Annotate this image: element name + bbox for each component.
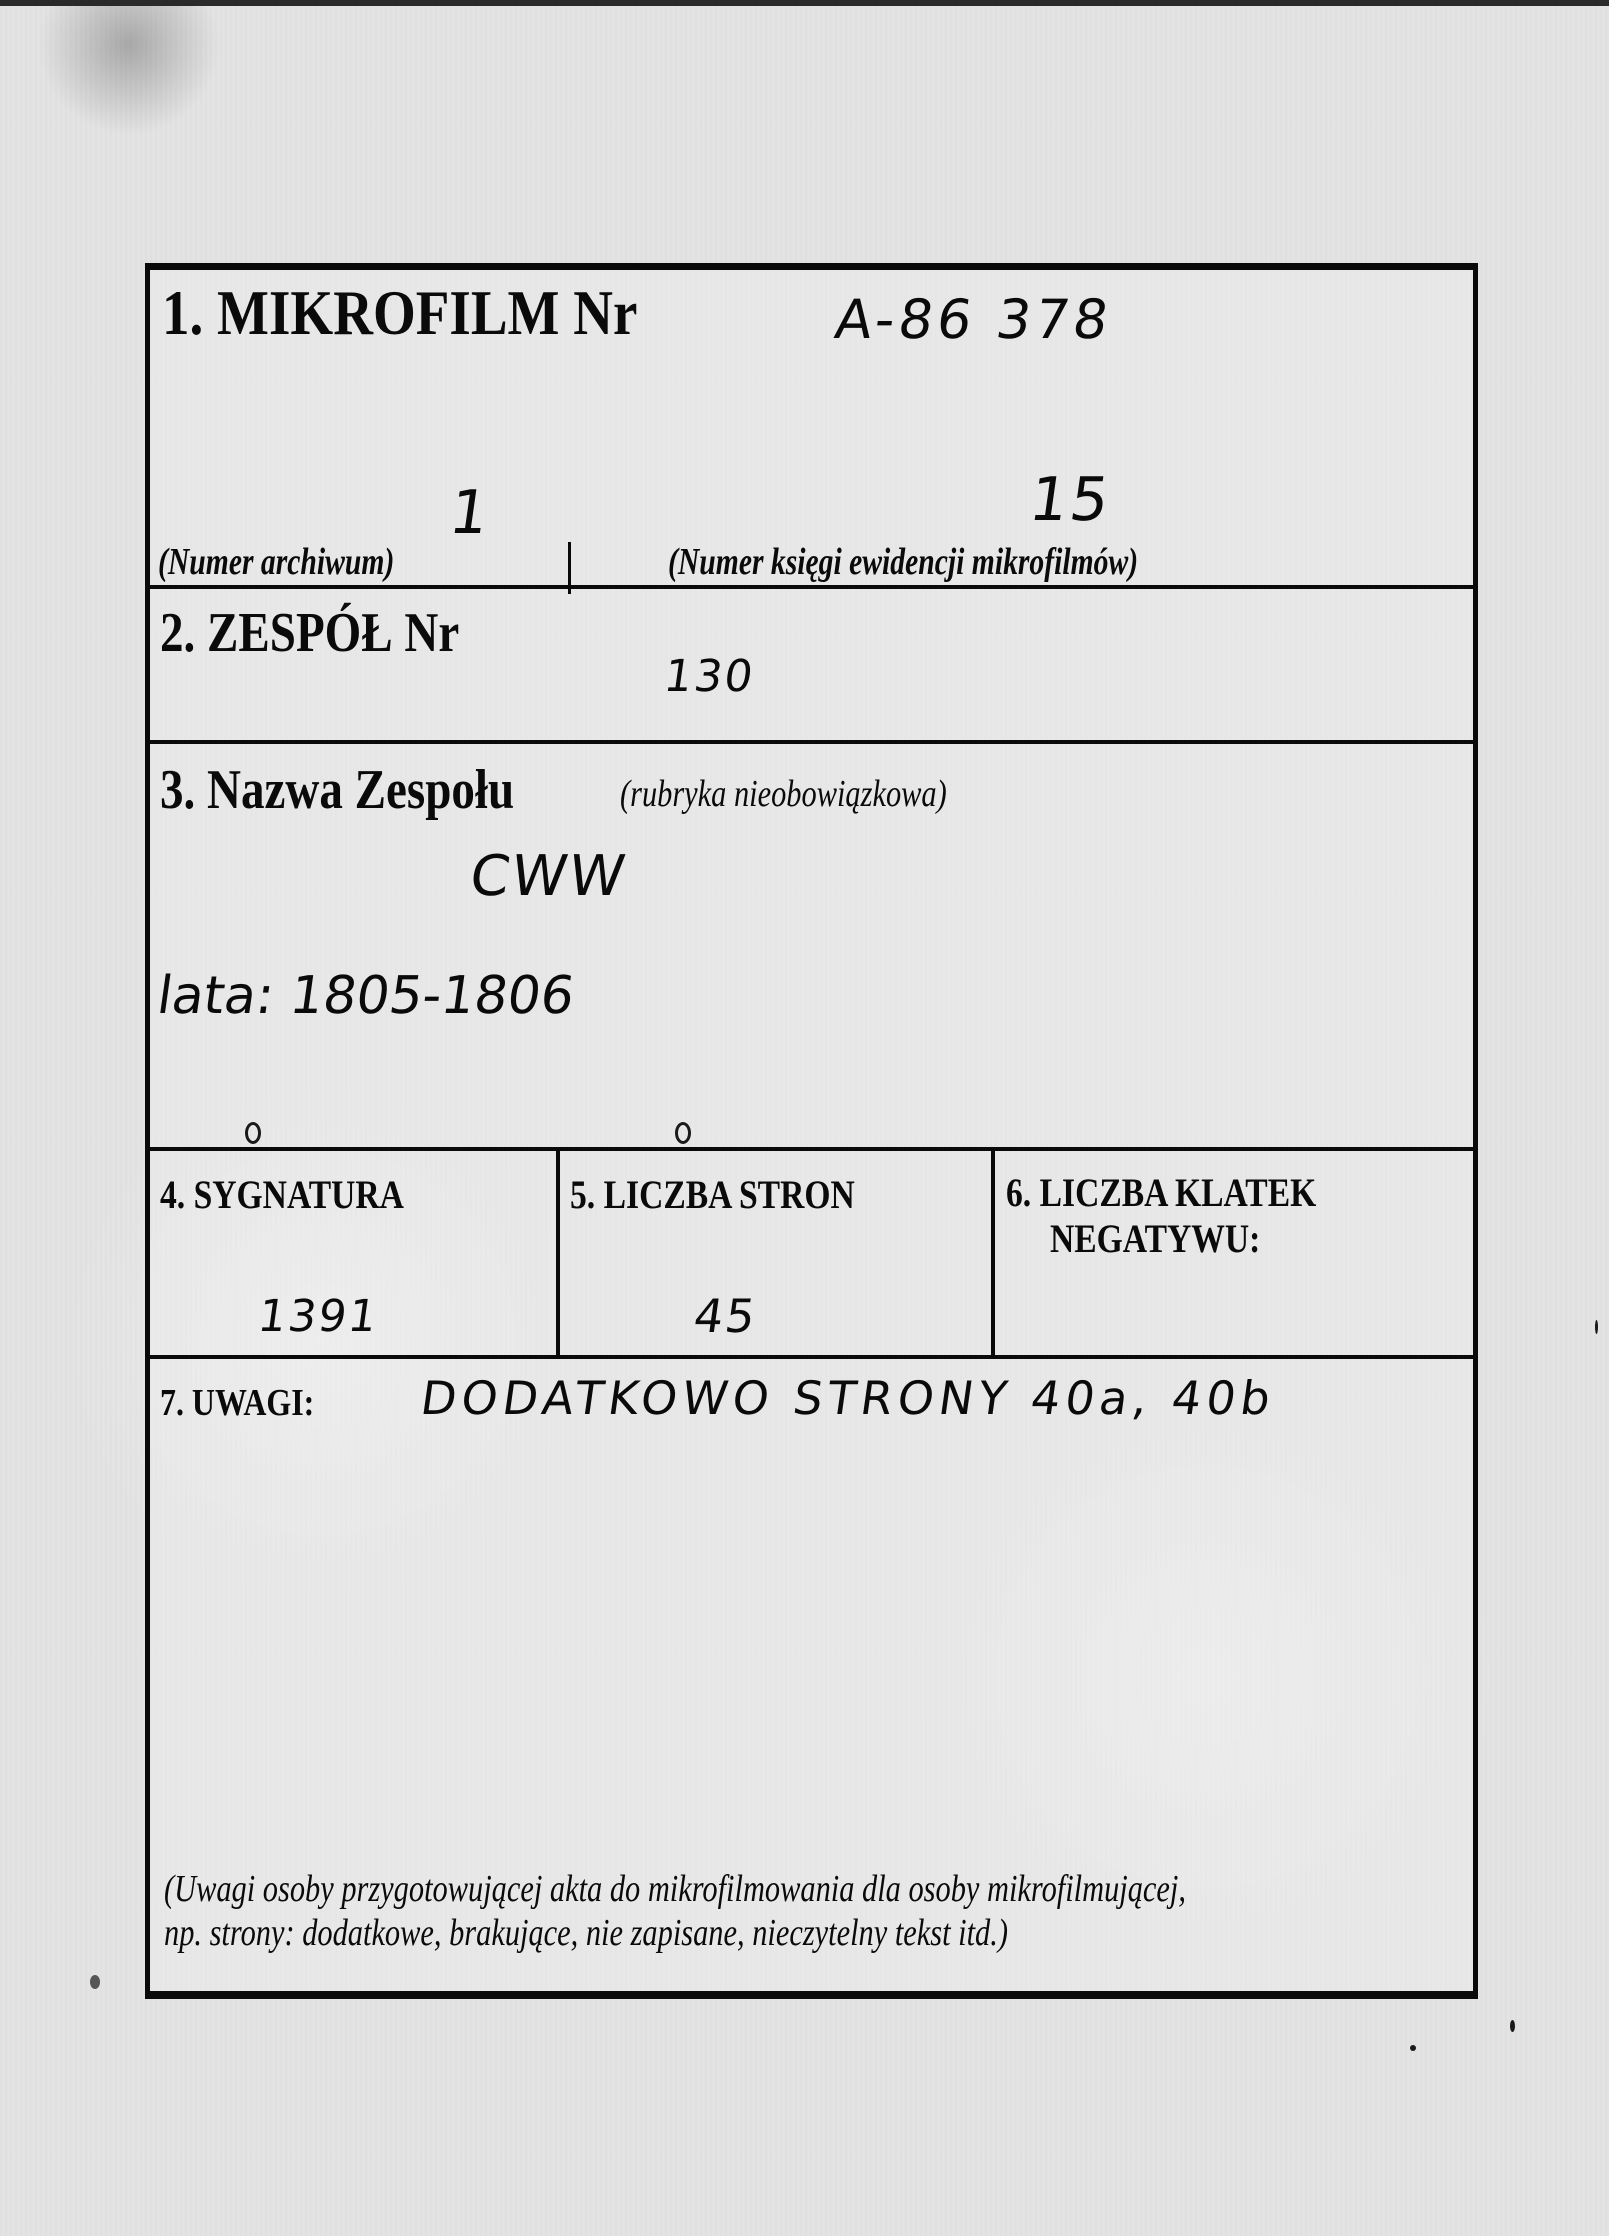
archive-number-label: (Numer archiwum) <box>158 541 395 583</box>
section-microfilm-number <box>150 270 1473 589</box>
scan-speck <box>1510 2020 1515 2032</box>
section-fond-name <box>150 744 1473 1151</box>
microfilm-number-label: 1. MIKROFILM Nr <box>162 277 638 348</box>
scan-speck <box>1595 1320 1598 1334</box>
remarks-label: 7. UWAGI: <box>160 1382 315 1424</box>
column-divider <box>991 1151 995 1359</box>
label-divider <box>568 542 571 594</box>
negative-frames-label-line1: 6. LICZBA KLATEK <box>1006 1170 1317 1215</box>
page-count-value[interactable]: 45 <box>690 1289 761 1343</box>
signature-label: 4. SYGNATURA <box>160 1172 404 1217</box>
fond-name-optional-note: (rubryka nieobowiązkowa) <box>620 773 947 815</box>
fond-name-label: 3. Nazwa Zespołu <box>160 759 515 821</box>
negative-frames-label-line2: NEGATYWU: <box>1050 1216 1261 1261</box>
signature-value[interactable]: 1391 <box>254 1291 382 1342</box>
remarks-instructions-line1: (Uwagi osoby przygotowującej akta do mikrofilmowania dla osoby mikrofilmującej, <box>164 1868 1186 1910</box>
microfilm-record-form <box>145 263 1478 1999</box>
fond-number-value[interactable]: 130 <box>660 651 758 702</box>
scan-top-edge <box>0 0 1609 6</box>
section-details-row <box>150 1151 1473 1359</box>
remarks-value[interactable]: DODATKOWO STRONY 40a, 40b <box>417 1371 1279 1425</box>
scan-speck <box>90 1975 100 1989</box>
microfilm-number-value[interactable]: A-86 378 <box>831 288 1117 351</box>
fond-name-value[interactable]: CWW <box>465 844 631 909</box>
column-divider <box>556 1151 560 1359</box>
punch-mark <box>675 1122 691 1144</box>
fond-years-value[interactable]: lata: 1805-1806 <box>153 966 579 1026</box>
scan-speck <box>1410 2045 1416 2051</box>
register-number-label: (Numer księgi ewidencji mikrofilmów) <box>668 541 1139 583</box>
page-count-label: 5. LICZBA STRON <box>570 1172 855 1217</box>
remarks-instructions-line2: np. strony: dodatkowe, brakujące, nie zapisane, nieczytelny tekst itd.) <box>164 1912 1008 1954</box>
archive-number-value[interactable]: 1 <box>445 478 496 548</box>
fond-number-label: 2. ZESPÓŁ Nr <box>160 602 460 664</box>
punch-mark <box>245 1122 261 1144</box>
section-remarks <box>150 1359 1473 1991</box>
register-number-value[interactable]: 15 <box>1025 465 1116 535</box>
section-fond-number <box>150 589 1473 744</box>
